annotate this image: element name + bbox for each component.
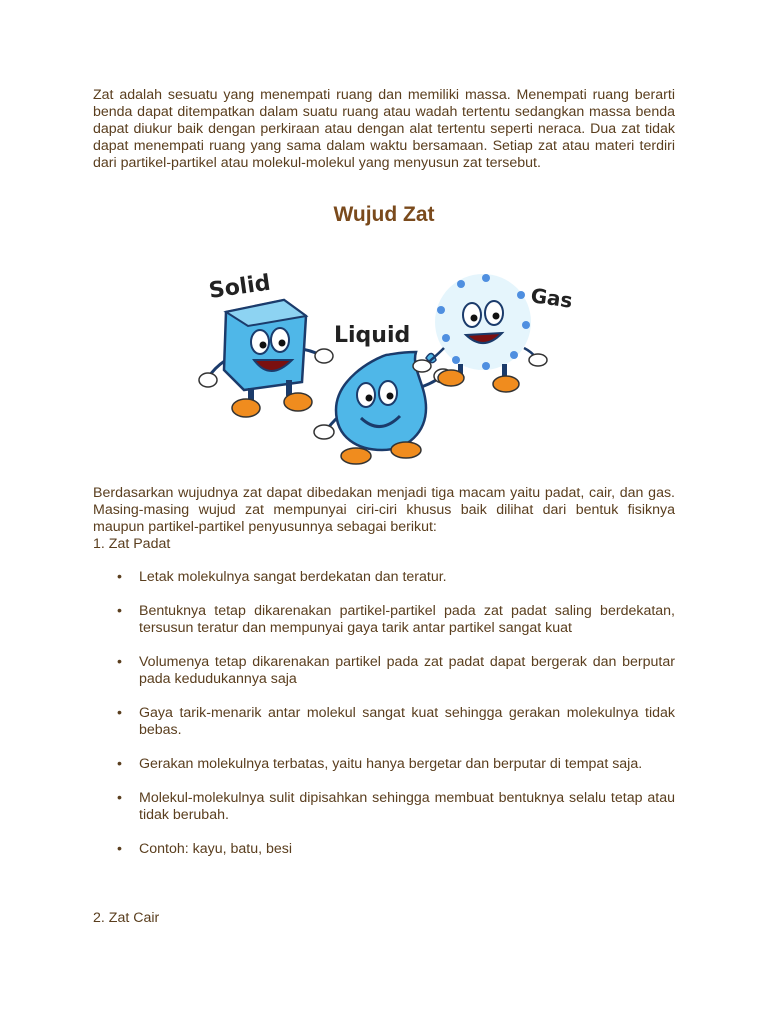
list-item: • Bentuknya tetap dikarenakan partikel-partikel pada zat padat saling berdekatan, tersusun teratur dan mempunyai gaya tarik antar partikel sangat kuat	[93, 603, 675, 637]
solid-label: Solid	[207, 270, 273, 304]
list-item: • Gerakan molekulnya terbatas, yaitu hanya bergetar dan berputar di tempat saja.	[93, 756, 675, 773]
intro-paragraph: Zat adalah sesuatu yang menempati ruang dan memiliki massa. Menempati ruang berarti benda dapat ditempatkan dalam suatu ruang atau wadah tertentu sedangkan massa benda dapat diukur baik dengan perkiraan atau dengan alat tertentu seperti neraca. Dua zat tidak dapat menempati ruang yang sama dalam waktu bersamaan. Setiap zat atau materi terdiri dari partikel-partikel atau molekul-molekul yang menyusun zat tersebut.	[93, 87, 675, 171]
section-title-solid: 1. Zat Padat	[93, 536, 171, 552]
solid-properties-list	[93, 569, 675, 875]
states-of-matter-illustration	[196, 260, 576, 475]
list-item: • Letak molekulnya sangat berdekatan dan teratur.	[93, 569, 675, 586]
list-item: • Volumenya tetap dikarenakan partikel pada zat padat dapat bergerak dan berputar pada kedudukannya saja	[93, 654, 675, 688]
page-title: Wujud Zat	[333, 203, 435, 226]
list-item: • Contoh: kayu, batu, besi	[93, 841, 675, 858]
liquid-label: Liquid	[334, 323, 411, 348]
section-title-liquid: 2. Zat Cair	[93, 910, 160, 926]
solid-character	[199, 271, 333, 417]
list-item: • Gaya tarik-menarik antar molekul sangat kuat sehingga gerakan molekulnya tidak bebas.	[93, 705, 675, 739]
classification-paragraph: Berdasarkan wujudnya zat dapat dibedakan menjadi tiga macam yaitu padat, cair, dan gas. Masing-masing wujud zat mempunyai ciri-ciri khusus baik dilihat dari bentuk fisiknya maupun partikel-partikel penyusunnya sebagai berikut:	[93, 485, 675, 535]
list-item: • Molekul-molekulnya sulit dipisahkan sehingga membuat bentuknya selalu tetap atau tidak berubah.	[93, 790, 675, 824]
gas-label: Gas	[529, 283, 575, 313]
liquid-character	[314, 323, 452, 464]
